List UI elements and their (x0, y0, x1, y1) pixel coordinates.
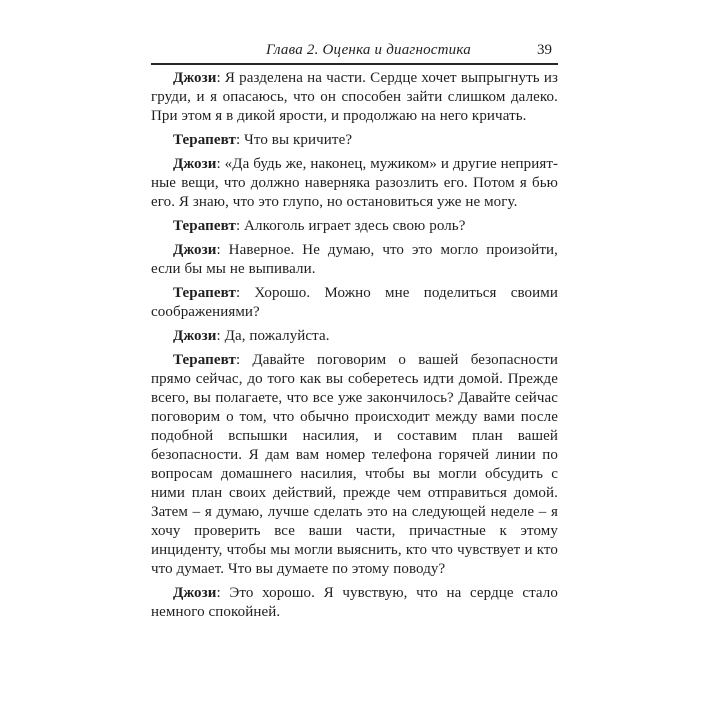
speaker-name: Джози (173, 70, 217, 86)
dialogue-paragraph: Джози: Я разделена на части. Сердце хочет выпрыгнуть из груди, и я опасаюсь, что он способен зайти слишком далеко. При этом я в дикой ярости, и продолжаю на него кричать. (151, 70, 558, 124)
dialogue-paragraph: Джози: Это хорошо. Я чувствую, что на сердце стало немного спокойней. (151, 585, 558, 620)
speaker-name: Терапевт (173, 285, 236, 301)
page-number: 39 (537, 42, 552, 58)
speaker-name: Терапевт (173, 132, 236, 148)
running-head (151, 40, 558, 60)
dialogue-paragraph: Джози: «Да будь же, наконец, мужиком» и другие неприятные вещи, что должно наверняка разозлить его. Потом я бью его. Я знаю, что это глупо, но остановиться уже не могу. (151, 156, 558, 210)
dialogue-paragraph: Терапевт: Алкоголь играет здесь свою роль? (173, 218, 466, 234)
speaker-name: Терапевт (173, 352, 236, 368)
speaker-name: Терапевт (173, 218, 236, 234)
header-rule (151, 63, 558, 65)
dialogue-paragraph: Терапевт: Что вы кричите? (173, 132, 353, 148)
dialogue-paragraph: Терапевт: Хорошо. Можно мне поделиться своими соображениями? (151, 285, 558, 320)
text-block (151, 40, 558, 622)
dialogue-paragraph: Джози: Наверное. Не думаю, что это могло произойти, если бы мы не выпивали. (151, 242, 558, 277)
speaker-name: Джози (173, 242, 217, 258)
dialogue (151, 69, 558, 622)
chapter-title: Глава 2. Оценка и диагностика (266, 42, 471, 58)
dialogue-paragraph: Джози: Да, пожалуйста. (173, 328, 330, 344)
dialogue-paragraph: Терапевт: Давайте поговорим о вашей безопасности прямо сейчас, до того как вы соберетесь идти домой. Прежде всего, вы полагаете, что все уже закончилось? Давайте сейчас поговорим о том, что обычно происходит между вами после подобной вспышки насилия, и составим план вашей безопасности. Я дам вам номер телефона горячей линии по вопросам домашнего насилия, чтобы вы могли обсудить с ними план своих действий, прежде чем отправиться домой. Затем – я думаю, лучше сделать это на следующей неделе – я хочу проверить все ваши части, причастные к этому инциденту, чтобы мы могли выяснить, кто что чувствует и кто что думает. Что вы думаете по этому поводу? (151, 352, 558, 577)
speaker-name: Джози (173, 156, 217, 172)
speaker-name: Джози (173, 328, 217, 344)
speaker-name: Джози (173, 585, 217, 601)
